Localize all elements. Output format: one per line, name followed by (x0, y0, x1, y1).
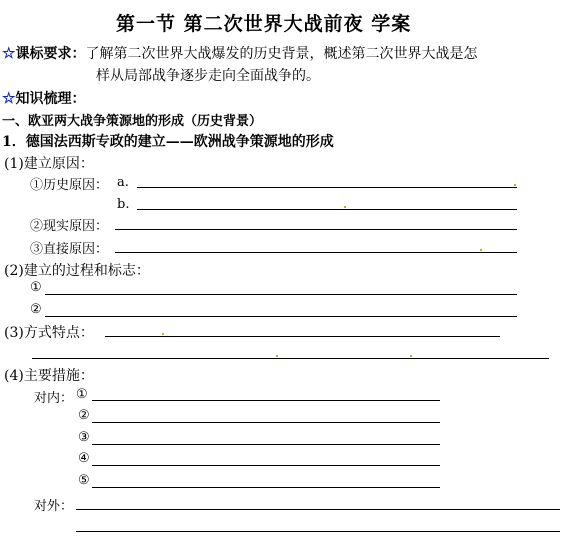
domestic-item-1: ① (76, 387, 88, 402)
foreign-label: 对外： (34, 499, 74, 514)
option-b-label: b. (117, 197, 130, 212)
knowledge-label: 知识梳理： (15, 91, 86, 107)
blank-line[interactable] (137, 187, 517, 188)
scan-speck (514, 184, 516, 186)
blank-line[interactable] (137, 209, 517, 210)
blank-line[interactable] (115, 252, 517, 253)
section-heading: 一、欧亚两大战争策源地的形成（历史背景） (2, 114, 263, 129)
blank-line[interactable] (92, 465, 440, 466)
blank-line[interactable] (115, 229, 517, 230)
blank-line[interactable] (92, 422, 440, 423)
item-heading: 1．德国法西斯专政的建立——欧洲战争策源地的形成 (2, 134, 334, 150)
blank-line[interactable] (32, 358, 549, 359)
blank-line[interactable] (76, 531, 560, 532)
star-icon: ☆ (2, 89, 16, 107)
sub3-label: (3)方式特点： (4, 325, 94, 341)
blank-line[interactable] (45, 294, 517, 295)
scan-speck (480, 249, 482, 251)
requirement-block (2, 43, 477, 63)
star-icon: ☆ (2, 44, 16, 62)
requirement-label: 课标要求： (15, 46, 86, 62)
domestic-item-3: ③ (78, 430, 90, 445)
blank-line[interactable] (45, 316, 517, 317)
scan-speck (410, 355, 412, 357)
scan-speck (276, 355, 278, 357)
sub1-label: (1)建立原因： (4, 156, 94, 172)
blank-line[interactable] (105, 336, 500, 337)
requirement-text-line2: 样从局部战争逐步走向全面战争的。 (96, 68, 320, 84)
knowledge-heading (2, 88, 85, 108)
domestic-item-5: ⑤ (78, 473, 90, 488)
blank-line[interactable] (92, 487, 440, 488)
domestic-label: 对内： (34, 391, 74, 406)
requirement-text-line1: 了解第二次世界大战爆发的历史背景，概述第二次世界大战是怎 (85, 46, 478, 62)
sub2-label: (2)建立的过程和标志： (4, 263, 150, 279)
sub2-item-1: ① (30, 280, 42, 295)
domestic-item-2: ② (78, 408, 90, 423)
sub2-item-2: ② (30, 302, 42, 317)
sub4-label: (4)主要措施： (4, 368, 94, 384)
blank-line[interactable] (76, 509, 560, 510)
direct-reason-label: ③直接原因： (30, 242, 109, 257)
blank-line[interactable] (92, 400, 440, 401)
option-a-label: a. (117, 175, 129, 190)
realistic-reason-label: ②现实原因： (30, 219, 109, 234)
blank-line[interactable] (92, 444, 440, 445)
scan-speck (344, 206, 346, 208)
scan-speck (162, 333, 164, 335)
historical-reason-label: ①历史原因： (30, 178, 109, 193)
page-title: 第一节 第二次世界大战前夜 学案 (116, 13, 412, 35)
domestic-item-4: ④ (78, 451, 90, 466)
